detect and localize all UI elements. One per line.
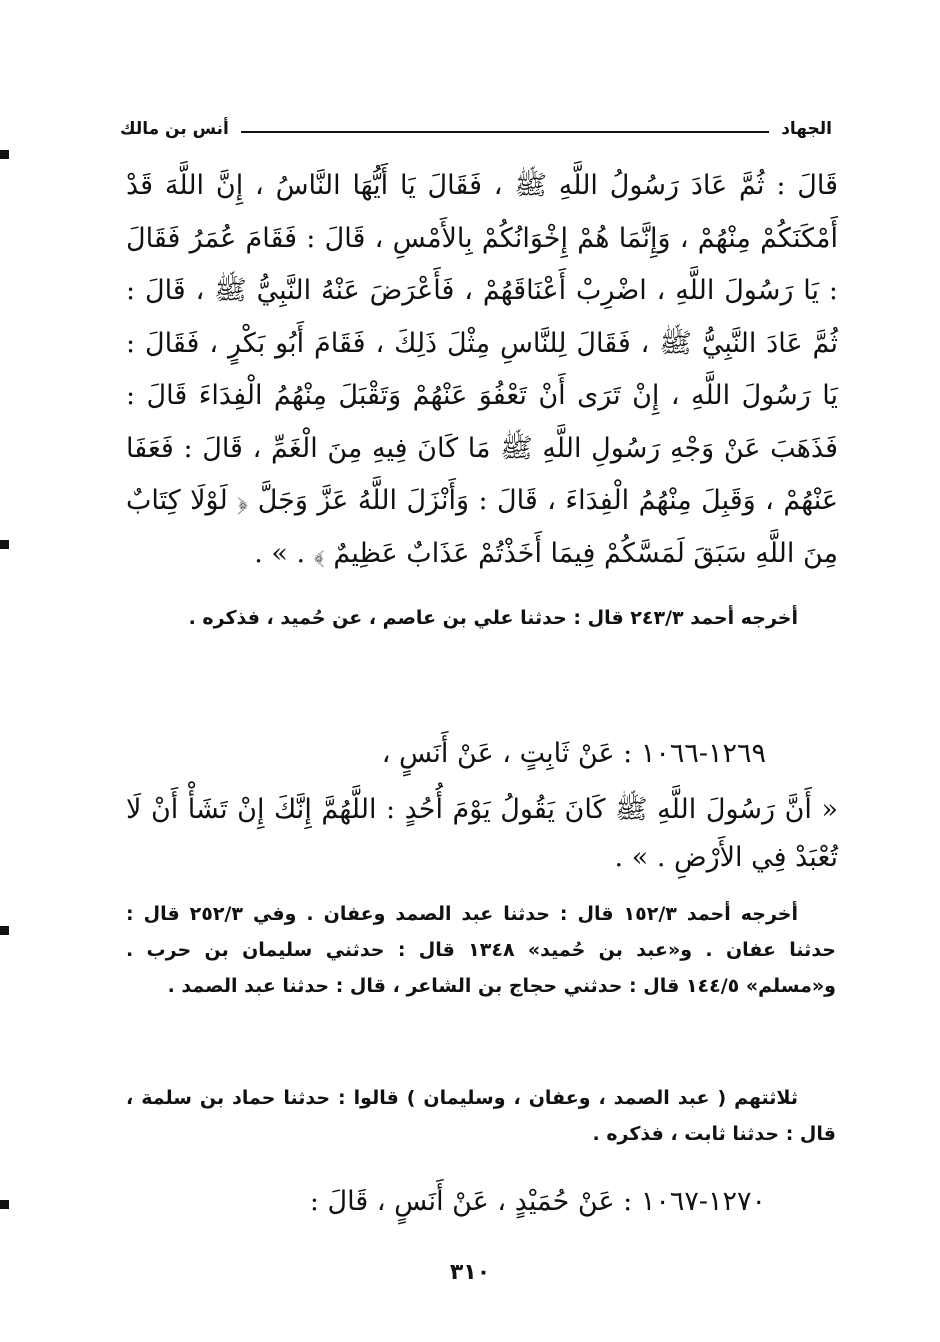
hadith-heading: ١٢٧٠-١٠٦٧ : عَنْ حُمَيْدٍ ، عَنْ أَنَسٍ ، قَالَ : [309,1186,766,1217]
chapter-title: الجهاد [781,119,832,139]
takhrij-note-text: ثلاثتهم ( عبد الصمد ، وعفان ، وسليمان ) قالوا : حدثنا حماد بن سلمة ، قال : حدثنا ثابت ، فذكره . [126,1087,836,1145]
page-number: ٣١٠ [449,1260,491,1285]
takhrij-note-text: أخرجه أحمد ٢٤٣/٣ قال : حدثنا علي بن عاصم ، عن حُميد ، فذكره . [188,607,798,629]
takhrij-note-text: أخرجه أحمد ١٥٢/٣ قال : حدثنا عبد الصمد وعفان . وفي ٢٥٢/٣ قال : حدثنا عفان . و«عبد بن حُميد» ١٣٤٨ قال : حدثني سليمان بن حرب . و«مسلم» ١٤٤/٥ قال : حدثني حجاج بن الشاعر ، قال : حدثنا عبد الصمد . [126,903,836,997]
edge-mark [0,540,9,549]
section-title: أنس بن مالك [120,119,229,139]
hadith-heading: ١٢٦٩-١٠٦٦ : عَنْ ثَابِتٍ ، عَنْ أَنَسٍ ، [381,738,766,769]
edge-mark [0,150,9,159]
edge-mark [0,1200,9,1209]
running-header [120,112,832,146]
edge-mark [0,926,9,935]
hadith-text: « أَنَّ رَسُولَ اللَّهِ ﷺ كَانَ يَقُولُ يَوْمَ أُحُدٍ : اللَّهُمَّ إِنَّكَ إِنْ تَشَأْ أَنْ لَا تُعْبَدْ فِي الأَرْضِ . » . [126,794,838,873]
takhrij-note [126,600,836,636]
header-rule [241,131,769,133]
hadith-text: قَالَ : ثُمَّ عَادَ رَسُولُ اللَّهِ ﷺ ، فَقَالَ يَا أَيُّهَا النَّاسُ ، إِنَّ اللَّهَ قَدْ أَمْكَنَكُمْ مِنْهُمْ ، وَإِنَّمَا هُمْ إِخْوَانُكُمْ بِالأَمْسِ ، قَالَ : فَقَامَ عُمَرُ فَقَالَ : يَا رَسُولَ اللَّهِ ، اضْرِبْ أَعْنَاقَهُمْ ، فَأَعْرَضَ عَنْهُ النَّبِيُّ ﷺ ، قَالَ : ثُمَّ عَادَ النَّبِيُّ ﷺ ، فَقَالَ لِلنَّاسِ مِثْلَ ذَلِكَ ، فَقَامَ أَبُو بَكْرٍ ، فَقَالَ : يَا رَسُولَ اللَّهِ ، إِنْ تَرَى أَنْ تَعْفُوَ عَنْهُمْ وَتَقْبَلَ مِنْهُمُ الْفِدَاءَ قَالَ : فَذَهَبَ عَنْ وَجْهِ رَسُولِ اللَّهِ ﷺ مَا كَانَ فِيهِ مِنَ الْغَمِّ ، قَالَ : فَعَفَا عَنْهُمْ ، وَقَبِلَ مِنْهُمُ الْفِدَاءَ ، قَالَ : وَأَنْزَلَ اللَّهُ عَزَّ وَجَلَّ ﴿ لَوْلَا كِتَابٌ مِنَ اللَّهِ سَبَقَ لَمَسَّكُمْ فِيمَا أَخَذْتُمْ عَذَابٌ عَظِيمٌ ﴾ . » . [126,170,838,569]
takhrij-note [126,896,836,1004]
takhrij-note [126,1080,836,1152]
